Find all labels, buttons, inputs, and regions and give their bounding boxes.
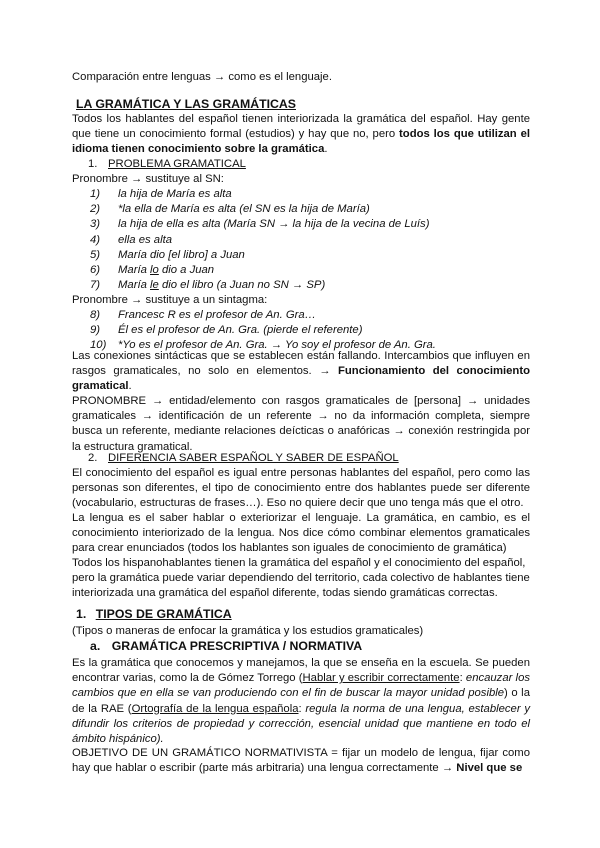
example-text: María — [118, 264, 151, 277]
paragraph-pronombre: PRONOMBRE → entidad/elemento con rasgos gramaticales de [persona] → unidades gramaticales → identificación de un referente → no da información completa, siempre busca un referente, mediante relaciones deícticas o anafóricas → conexión restringida por la estructura gramatical. — [72, 395, 530, 453]
section-title: LA GRAMÁTICA Y LAS GRAMÁTICAS — [76, 97, 296, 111]
paragraph-prescriptiva: Es la gramática que conocemos y manejamos, la que se enseña en la escuela. Se pueden encontrar varias, como la de Gómez Torrego (Hablar y escribir correctamente: encauzar los cambios que en ella se van produciendo con el fin de buscar la mayor unidad posible) o la de la RAE (Ortografía de la lengua española: regula la norma de una lengua, establecer y difundir los criterios de propiedad y corrección, esencial unidad que mantiene en todo el ámbito hispánico). — [72, 657, 530, 746]
example-item — [72, 248, 429, 263]
example-item — [72, 187, 429, 202]
example-text: María dio [el libro] a Juan — [118, 248, 245, 261]
example-text: dio a Juan — [158, 264, 215, 277]
example-number: 10) — [90, 339, 107, 352]
paragraph-intro: Todos los hablantes del español tienen interiorizada la gramática del español. Hay gente que tiene un conocimiento formal (estudios) y hay que no, pero todos los que utilizan el idioma tienen conocimiento sobre la gramática. — [72, 113, 530, 156]
tipos-heading: 1. TIPOS DE GRAMÁTICA — [76, 607, 232, 621]
example-number: 1) — [90, 188, 101, 200]
tipos-subtitle: (Tipos o maneras de enfocar la gramática y los estudios gramaticales) — [72, 625, 424, 637]
example-number: 7) — [90, 279, 101, 292]
pronoun-sn-line: Pronombre → sustituye al SN: — [72, 173, 224, 185]
example-text: la hija de ella es alta (María SN → la hija de la vecina de Luís) — [118, 218, 430, 231]
document-page: Comparación entre lenguas → como es el lenguaje. LA GRAMÁTICA Y LAS GRAMÁTICAS Todos los hablantes del español tienen interiorizada la gramática del español. Hay gente que tiene un conocimiento formal (estudios) y hay que no, pero todos los que utilizan el idioma tienen conocimiento sobre la gramática. 1. PROBLEMA GRAMATICAL Pronombre → sustituye al SN: 1) la hija de María es alta 2) *la ella de María es alta (el SN es la hija de María) 3) la hija de ella es alta (María SN → la hija de la vecina de Luís) 4) ella es alta 5) María dio [el libro] a Juan 6) María lo dio a Juan 7) María le dio el libro (a Juan no SN → SP) Pronombre → sustituye a un sintagma: 8) Francesc R es el profesor de An. Gra… 9) Él es el profesor de An. Gra. (pierde el referente) 10) *Yo es el profesor de An. Gra. → Yo soy el profesor de An. Gra. Las conexiones sintácticas que se establecen están fallando. Intercambios que influyen en rasgos gramaticales, no solo en elementos. → Funcionamiento del conocimiento gramatical. PRONOMBRE → entidad/elemento con rasgos gramaticales de [persona] → unidades gramaticales → identificación de un referente → no da información completa, siempre busca un referente, mediante relaciones deícticas o anafóricas → conexión restringida por la estructura gramatical. 2. DIFERENCIA SABER ESPAÑOL Y SABER DE ESPAÑOL El conocimiento del español es igual entre personas hablantes del español, pero como las personas son diferentes, el tipo de conocimiento entre dos hablantes puede ser diferente (vocabulario, estructuras de frases…). Eso no quiere decir que uno tenga más que el otro. La lengua es el saber hablar o exteriorizar el lenguaje. La gramática, en cambio, es el conocimiento interiorizado de la lengua. Nos dice cómo combinar elementos gramaticales para crear enunciados (todos los hablantes son iguales de conocimiento de gramática) Todos los hispanohablantes tienen la gramática del español y el conocimiento del español, pero la gramática puede variar dependiendo del territorio, cada colectivo de hablantes tiene interiorizada una gramática del español diferente, todas siendo gramáticas correctas. 1. TIPOS DE GRAMÁTICA (Tipos o maneras de enfocar la gramática y los estudios gramaticales) a. GRAMÁTICA PRESCRIPTIVA / NORMATIVA Es la gramática que conocemos y manejamos, la que se enseña en la escuela. Se pueden encontrar varias, como la de Gómez Torrego (Hablar y escribir correctamente: encauzar los cambios que en ella se van produciendo con el fin de buscar la mayor unidad posible) o la de la RAE (Ortografía de la lengua española: regula la norma de una lengua, establecer y difundir los criterios de propiedad y corrección, esencial unidad que mantiene en todo el ámbito hispánico). OBJETIVO DE UN GRAMÁTICO NORMATIVISTA = fijar un modelo de lengua, fijar como hay que hablar o escribir (parte más arbitraria) una lengua correctamente → Nivel que se — [0, 0, 600, 848]
prescriptiva-heading: a. GRAMÁTICA PRESCRIPTIVA / NORMATIVA — [90, 639, 363, 653]
example-item — [72, 308, 436, 323]
example-text: *Yo es el profesor de An. Gra. → Yo soy el profesor de An. Gra. — [118, 339, 436, 352]
pronoun-sintagma-line: Pronombre → sustituye a un sintagma: — [72, 294, 268, 306]
example-number: 8) — [90, 309, 101, 321]
example-text: la hija de María es alta — [118, 188, 232, 200]
example-text: *la ella de María es alta (el SN es la hija de María) — [118, 203, 370, 216]
paragraph-conexiones: Las conexiones sintácticas que se establecen están fallando. Intercambios que influyen en rasgos gramaticales, no solo en elementos. → Funcionamiento del conocimiento gramatical. — [72, 350, 530, 393]
examples-list-sn — [72, 187, 429, 293]
paragraph-saber-1: El conocimiento del español es igual entre personas hablantes del español, pero como las personas son diferentes, el tipo de conocimiento entre dos hablantes puede ser diferente (vocabulario, estructuras de frases…). Eso no quiere decir que uno tenga más que el otro. — [72, 467, 530, 510]
example-text: lo — [150, 264, 159, 277]
example-text: dio el libro (a Juan no SN → SP) — [158, 279, 326, 292]
examples-list-sintagma — [72, 308, 436, 354]
example-text: le — [150, 279, 159, 292]
paragraph-saber-3: Todos los hispanohablantes tienen la gramática del español y el conocimiento del español, pero la gramática puede variar dependiendo del territorio, cada colectivo de hablantes tiene interiorizada una gramática del español diferente, todas siendo gramáticas correctas. — [72, 557, 530, 600]
paragraph-objetivo: OBJETIVO DE UN GRAMÁTICO NORMATIVISTA = fijar un modelo de lengua, fijar como hay que hablar o escribir (parte más arbitraria) una lengua correctamente → Nivel que se — [72, 747, 530, 775]
example-item — [72, 278, 429, 293]
example-number: 3) — [90, 218, 101, 231]
example-number: 2) — [90, 203, 101, 216]
book-title-rae: Ortografía de la lengua española — [131, 702, 299, 715]
example-item — [72, 323, 436, 338]
example-number: 5) — [90, 248, 101, 261]
example-item — [72, 217, 429, 232]
example-number: 9) — [90, 324, 101, 337]
example-item — [72, 202, 429, 217]
example-number: 6) — [90, 264, 101, 277]
intro-line: Comparación entre lenguas → como es el lenguaje. — [72, 71, 332, 83]
example-text: Francesc R es el profesor de An. Gra… — [118, 309, 316, 321]
example-number: 4) — [90, 233, 101, 246]
example-item — [72, 233, 429, 248]
example-text: Él es el profesor de An. Gra. (pierde el referente) — [118, 324, 363, 337]
example-text: ella es alta — [118, 233, 173, 246]
example-text: María — [118, 279, 151, 292]
paragraph-saber-2: La lengua es el saber hablar o exteriorizar el lenguaje. La gramática, en cambio, es el conocimiento interiorizado de la lengua. Nos dice cómo combinar elementos gramaticales para crear enunciados (todos los hablantes son iguales de conocimiento de gramática) — [72, 512, 530, 555]
example-item — [72, 263, 429, 278]
book-title-gomez-torrego: Hablar y escribir correctamente — [302, 672, 460, 685]
